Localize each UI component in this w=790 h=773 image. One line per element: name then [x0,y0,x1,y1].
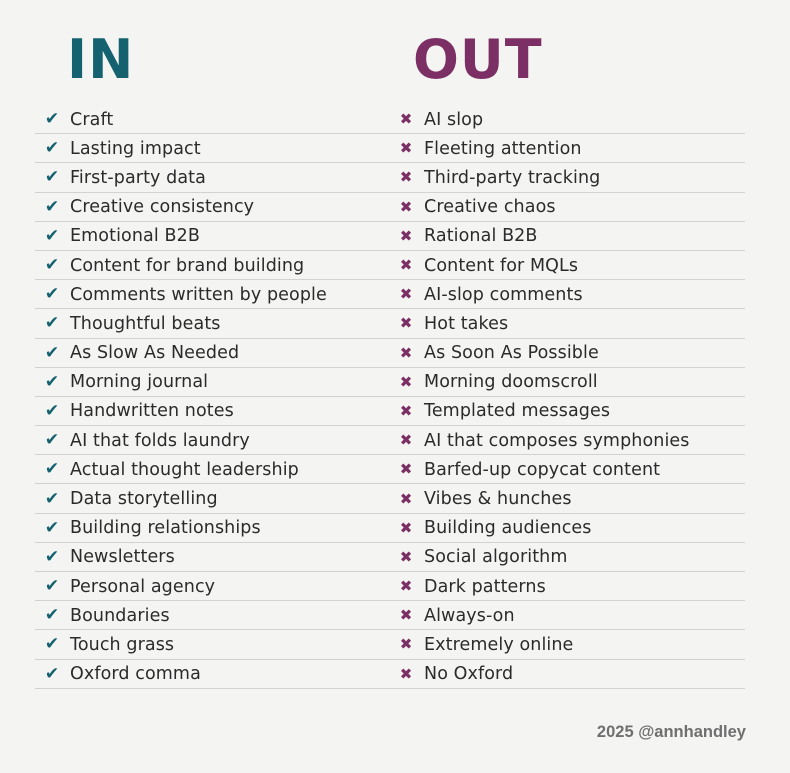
cross-icon: ✖ [399,547,413,566]
cross-icon: ✖ [399,489,413,508]
out-item-label: Fleeting attention [424,138,582,159]
checkmark-icon: ✔ [44,546,60,567]
out-item-label: Rational B2B [424,226,538,247]
checkmark-icon: ✔ [44,663,60,684]
out-item [397,105,483,134]
checkmark-icon: ✔ [44,459,60,480]
out-item [397,339,599,368]
in-item-label: Morning journal [70,372,209,393]
in-item-label: Boundaries [70,605,170,626]
in-item-label: First-party data [70,167,206,188]
out-item-label: Third-party tracking [424,167,601,188]
out-item [397,193,556,222]
list-row [35,368,745,397]
in-item-label: AI that folds laundry [70,430,250,451]
in-item [43,193,254,222]
cross-icon: ✖ [399,110,413,129]
checkmark-icon: ✔ [44,196,60,217]
out-item [397,134,582,163]
checkmark-icon: ✔ [44,488,60,509]
in-heading: IN [67,28,135,91]
in-item [43,543,175,572]
list-row [35,660,745,689]
list-row [35,572,745,601]
list-row [35,163,745,192]
in-item-label: Personal agency [70,576,216,597]
list-row [35,514,745,543]
out-item [397,543,568,572]
in-item [43,222,200,251]
out-item [397,368,598,397]
in-item-label: As Slow As Needed [70,343,240,364]
checkmark-icon: ✔ [44,342,60,363]
in-item-label: Handwritten notes [70,401,234,422]
out-item [397,163,600,192]
in-item [43,455,299,484]
cross-icon: ✖ [399,518,413,537]
in-out-list [35,105,745,689]
in-item-label: Newsletters [70,547,175,568]
cross-icon: ✖ [399,343,413,362]
in-item [43,572,215,601]
out-item [397,426,690,455]
list-row [35,339,745,368]
list-row [35,455,745,484]
in-item-label: Lasting impact [70,138,201,159]
cross-icon: ✖ [399,285,413,304]
list-row [35,543,745,572]
in-item [43,163,206,192]
checkmark-icon: ✔ [44,255,60,276]
in-item [43,339,239,368]
cross-icon: ✖ [399,139,413,158]
checkmark-icon: ✔ [44,371,60,392]
cross-icon: ✖ [399,372,413,391]
list-row [35,134,745,163]
checkmark-icon: ✔ [44,313,60,334]
in-item-label: Content for brand building [70,255,305,276]
out-item-label: Hot takes [424,313,509,334]
list-row [35,630,745,659]
cross-icon: ✖ [399,460,413,479]
checkmark-icon: ✔ [44,400,60,421]
cross-icon: ✖ [399,197,413,216]
cross-icon: ✖ [399,168,413,187]
out-item [397,572,546,601]
in-item-label: Comments written by people [70,284,327,305]
in-item-label: Craft [70,109,114,130]
in-item [43,105,113,134]
checkmark-icon: ✔ [44,517,60,538]
out-item [397,660,513,689]
cross-icon: ✖ [399,314,413,333]
checkmark-icon: ✔ [44,167,60,188]
cross-icon: ✖ [399,431,413,450]
out-item-label: As Soon As Possible [424,343,599,364]
in-item-label: Creative consistency [70,197,255,218]
in-item [43,514,261,543]
list-row [35,105,745,134]
in-item [43,484,218,513]
out-item-label: AI that composes symphonies [424,430,690,451]
checkmark-icon: ✔ [44,225,60,246]
list-row [35,193,745,222]
in-item [43,397,234,426]
in-item-label: Oxford comma [70,664,201,685]
in-item [43,309,221,338]
in-item-label: Building relationships [70,518,261,539]
in-item-label: Data storytelling [70,489,218,510]
list-row [35,601,745,630]
out-item-label: Vibes & hunches [424,489,572,510]
list-row [35,251,745,280]
in-item [43,630,174,659]
checkmark-icon: ✔ [44,576,60,597]
out-item-label: Dark patterns [424,576,546,597]
in-item-label: Actual thought leadership [70,459,299,480]
list-row [35,309,745,338]
in-item-label: Touch grass [70,634,175,655]
cross-icon: ✖ [399,664,413,683]
out-item-label: No Oxford [424,664,514,685]
out-item-label: Morning doomscroll [424,372,598,393]
list-row [35,280,745,309]
checkmark-icon: ✔ [44,430,60,451]
out-item-label: Templated messages [424,401,611,422]
out-item [397,484,572,513]
checkmark-icon: ✔ [44,109,60,130]
cross-icon: ✖ [399,256,413,275]
cross-icon: ✖ [399,635,413,654]
out-item-label: AI slop [424,109,484,130]
in-item [43,280,327,309]
out-item-label: Building audiences [424,518,592,539]
cross-icon: ✖ [399,401,413,420]
out-item-label: Always-on [424,605,515,626]
in-item [43,660,201,689]
list-row [35,484,745,513]
list-row [35,222,745,251]
in-item [43,251,304,280]
checkmark-icon: ✔ [44,605,60,626]
out-item [397,309,508,338]
in-item [43,426,250,455]
checkmark-icon: ✔ [44,634,60,655]
list-row [35,397,745,426]
in-item-label: Emotional B2B [70,226,200,247]
out-item-label: Barfed-up copycat content [424,459,661,480]
out-item-label: Content for MQLs [424,255,579,276]
in-item [43,134,201,163]
out-item [397,455,660,484]
out-item [397,630,573,659]
cross-icon: ✖ [399,606,413,625]
cross-icon: ✖ [399,226,413,245]
out-item [397,601,515,630]
checkmark-icon: ✔ [44,138,60,159]
out-item [397,514,592,543]
in-item [43,601,170,630]
in-item-label: Thoughtful beats [70,313,221,334]
in-item [43,368,208,397]
out-item-label: Extremely online [424,634,574,655]
cross-icon: ✖ [399,577,413,596]
out-item [397,222,538,251]
out-item [397,280,583,309]
list-row [35,426,745,455]
out-item-label: Social algorithm [424,547,568,568]
out-item-label: Creative chaos [424,197,556,218]
out-item [397,397,610,426]
out-heading: OUT [413,28,543,91]
out-item [397,251,578,280]
out-item-label: AI-slop comments [424,284,583,305]
credit-text: 2025 @annhandley [596,723,746,741]
checkmark-icon: ✔ [44,284,60,305]
